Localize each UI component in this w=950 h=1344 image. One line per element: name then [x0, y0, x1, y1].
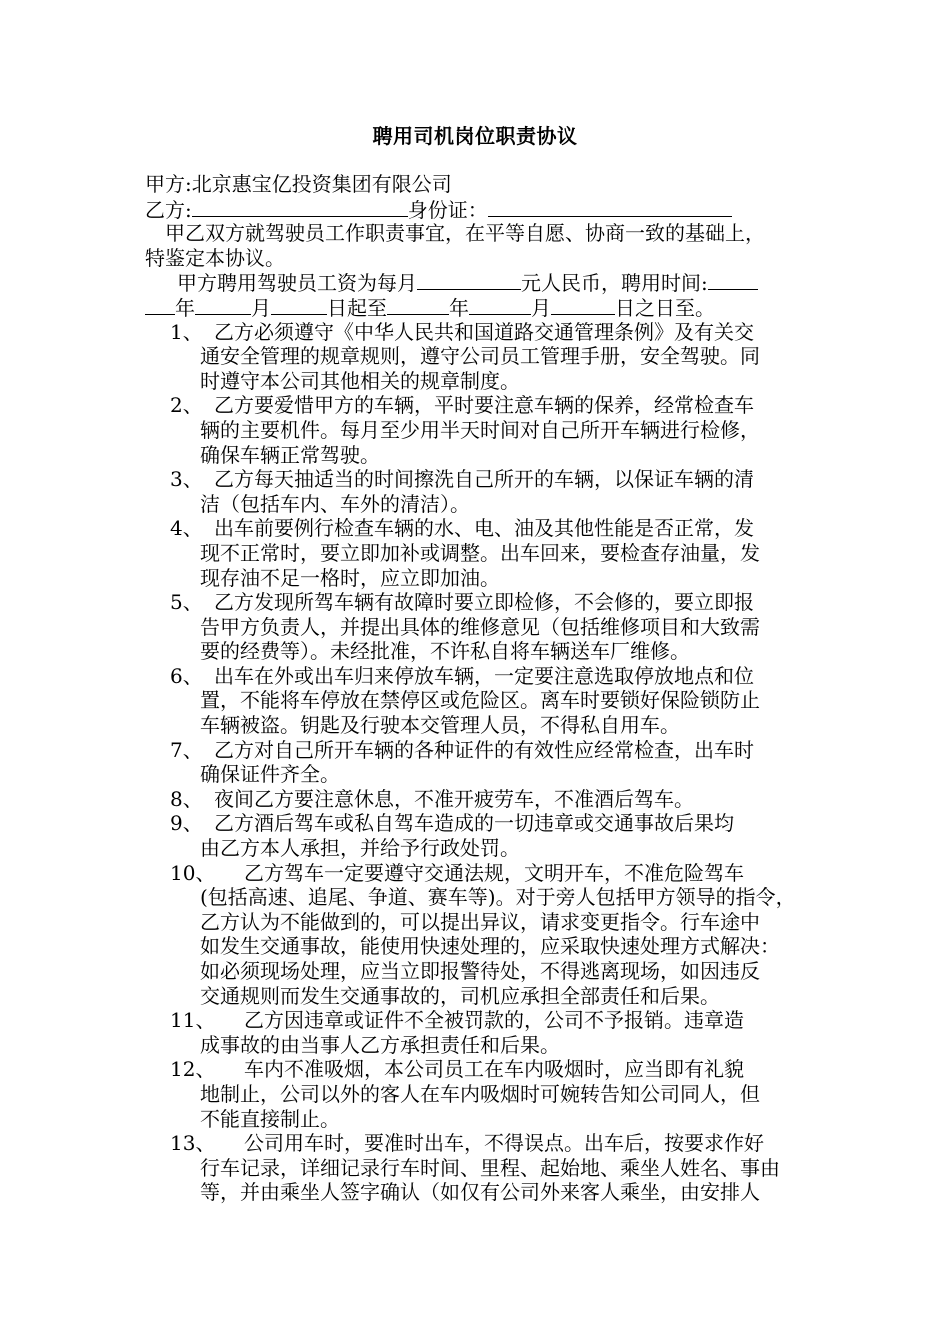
salary-line-2 — [145, 295, 810, 320]
clause-number: 10、 — [170, 860, 216, 885]
salary-amount-blank — [417, 270, 521, 290]
clause-line: 由乙方本人承担，并给予行政处罚。 — [200, 836, 520, 861]
document-title: 聘用司机岗位职责协议 — [372, 124, 578, 148]
clause-item — [145, 787, 810, 812]
clause-item — [145, 664, 810, 738]
clause-line: 置，不能将车停放在禁停区或危险区。离车时要锁好保险锁防止 — [200, 688, 760, 713]
start-year-label: 年 — [175, 295, 195, 320]
clause-line: 乙方要爱惜甲方的车辆，平时要注意车辆的保养，经常检查车 — [214, 393, 754, 418]
clause-line: 夜间乙方要注意休息，不准开疲劳车，不准酒后驾车。 — [214, 786, 694, 811]
id-label: 身份证： — [407, 197, 488, 222]
end-month-label: 月 — [531, 295, 551, 320]
clause-line: 乙方对自己所开车辆的各种证件的有效性应经常检查，出车时 — [214, 737, 754, 762]
clause-line: 告甲方负责人，并提出具体的维修意见（包括维修项目和大致需 — [200, 614, 760, 639]
clause-line: 确保车辆正常驾驶。 — [200, 442, 380, 467]
party-a-line: 甲方:北京惠宝亿投资集团有限公司 — [145, 172, 452, 196]
clause-item — [145, 393, 810, 467]
salary-line-1 — [145, 270, 810, 295]
clause-number: 3、 — [170, 467, 203, 492]
clause-line: 要的经费等）。未经批准，不许私自将车辆送车厂维修。 — [200, 639, 690, 664]
clause-line: 辆的主要机件。每月至少用半天时间对自己所开车辆进行检修， — [200, 417, 760, 442]
clause-list — [145, 320, 810, 1205]
clause-number: 5、 — [170, 590, 203, 615]
clause-line: 车辆被盗。钥匙及行驶本交管理人员，不得私自用车。 — [200, 713, 680, 738]
clause-line: 现不正常时，要立即加补或调整。出车回来，要检查存油量，发 — [200, 540, 760, 565]
clause-number: 7、 — [170, 737, 203, 762]
clause-line: 确保证件齐全。 — [200, 762, 340, 787]
clause-line: 地制止，公司以外的客人在车内吸烟时可婉转告知公司同人，但 — [200, 1081, 760, 1106]
clause-number: 11、 — [170, 1008, 216, 1033]
clause-line: 现存油不足一格时，应立即加油。 — [200, 565, 500, 590]
clause-number: 13、 — [170, 1131, 216, 1156]
start-month-label: 月 — [251, 295, 271, 320]
start-year-blank-a — [708, 270, 758, 290]
clause-line: 等，并由乘坐人签字确认（如仅有公司外来客人乘坐，由安排人 — [200, 1180, 760, 1205]
clause-line: 乙方发现所驾车辆有故障时要立即检修，不会修的，要立即报 — [214, 590, 754, 615]
end-year-label: 年 — [449, 295, 469, 320]
day-to-label: 日之日至。 — [615, 295, 715, 320]
clause-line: 时遵守本公司其他相关的规章制度。 — [200, 368, 520, 393]
clause-item — [145, 320, 810, 394]
clause-item — [145, 1057, 810, 1131]
id-number-blank — [488, 197, 732, 217]
clause-line: (包括高速、追尾、争道、赛车等)。对于旁人包括甲方领导的指令， — [200, 885, 796, 910]
clause-number: 1、 — [170, 319, 203, 344]
intro-line-1: 甲乙双方就驾驶员工作职责事宜，在平等自愿、协商一致的基础上， — [165, 221, 765, 246]
clause-item — [145, 1131, 810, 1205]
clause-line: 乙方驾车一定要遵守交通法规，文明开车，不准危险驾车 — [244, 860, 744, 885]
clause-item — [145, 467, 810, 516]
end-month-blank — [469, 295, 531, 315]
clause-number: 6、 — [170, 663, 203, 688]
clause-line: 如必须现场处理，应当立即报警待处，不得逃离现场，如因违反 — [200, 959, 760, 983]
clause-line: 成事故的由当事人乙方承担责任和后果。 — [200, 1032, 560, 1057]
party-b-label: 乙方: — [145, 197, 192, 222]
party-b-line — [145, 197, 810, 222]
clause-line: 出车在外或出车归来停放车辆，一定要注意选取停放地点和位 — [214, 663, 754, 688]
clause-line: 如发生交通事故，能使用快速处理的，应采取快速处理方式解决： — [200, 934, 780, 959]
clause-line: 行车记录，详细记录行车时间、里程、起始地、乘坐人姓名、事由 — [200, 1155, 780, 1180]
day-from-label: 日起至 — [327, 295, 387, 320]
end-day-blank — [551, 295, 615, 315]
document-body — [145, 172, 810, 1205]
party-b-name-blank — [192, 197, 408, 217]
clause-line: 乙方认为不能做到的，可以提出异议，请求变更指令。行车途中 — [200, 909, 760, 934]
clause-number: 9、 — [170, 811, 203, 836]
clause-number: 2、 — [170, 393, 203, 418]
clause-line: 乙方酒后驾车或私自驾车造成的一切违章或交通事故后果均 — [214, 811, 734, 836]
clause-item — [145, 1008, 810, 1057]
clause-line: 乙方因违章或证件不全被罚款的，公司不予报销。违章造 — [244, 1008, 744, 1033]
start-month-blank — [195, 295, 251, 315]
intro-line-2: 特鉴定本协议。 — [145, 245, 285, 270]
clause-item — [145, 811, 810, 860]
clause-item — [145, 861, 810, 1009]
start-day-blank — [271, 295, 327, 315]
clause-line: 公司用车时，要准时出车，不得误点。出车后，按要求作好 — [244, 1131, 764, 1156]
salary-currency: 元人民币，聘用时间: — [521, 271, 708, 296]
clause-line: 交通规则而发生交通事故的，司机应承担全部责任和后果。 — [200, 983, 720, 1008]
clause-line: 乙方必须遵守《中华人民共和国道路交通管理条例》及有关交 — [214, 319, 754, 344]
clause-line: 车内不准吸烟，本公司员工在车内吸烟时，应当即有礼貌 — [244, 1057, 744, 1082]
clause-number: 12、 — [170, 1057, 216, 1082]
clause-number: 4、 — [170, 516, 203, 541]
start-year-blank-b — [145, 295, 175, 315]
clause-item — [145, 590, 810, 664]
clause-line: 洁（包括车内、车外的清洁）。 — [200, 491, 470, 516]
clause-line: 不能直接制止。 — [200, 1106, 340, 1131]
clause-line: 乙方每天抽适当的时间擦洗自己所开的车辆，以保证车辆的清 — [214, 467, 754, 492]
end-year-blank — [387, 295, 449, 315]
clause-line: 通安全管理的规章规则，遵守公司员工管理手册，安全驾驶。同 — [200, 344, 760, 369]
clause-item — [145, 738, 810, 787]
clause-item — [145, 516, 810, 590]
clause-number: 8、 — [170, 786, 203, 811]
clause-line: 出车前要例行检查车辆的水、电、油及其他性能是否正常，发 — [214, 516, 754, 541]
salary-prefix: 甲方聘用驾驶员工资为每月 — [177, 271, 417, 296]
